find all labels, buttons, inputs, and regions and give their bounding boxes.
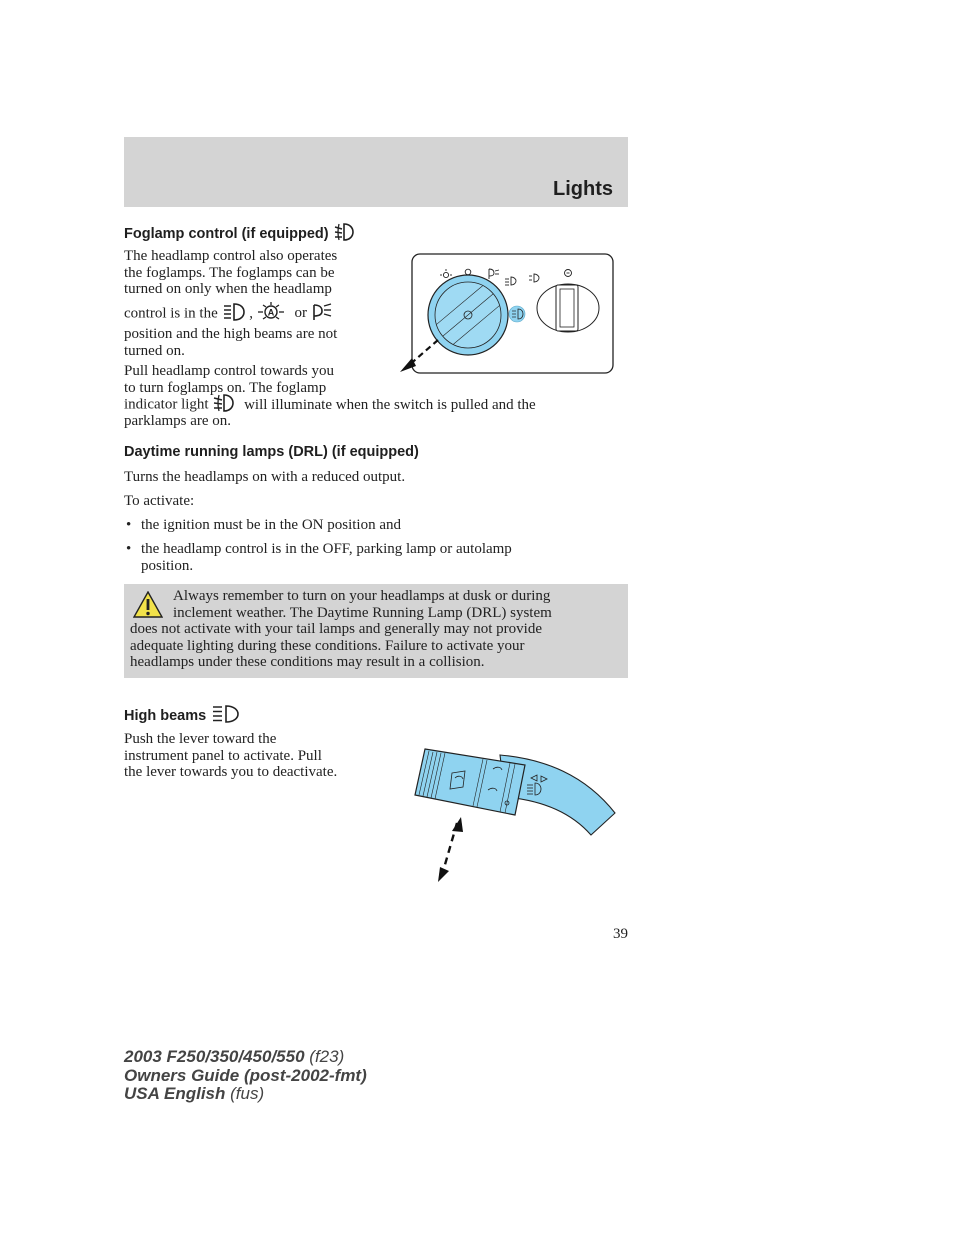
foglamp-line-4-text: control is in the bbox=[124, 305, 218, 322]
footer-line-1 bbox=[124, 1048, 367, 1067]
foglamp-line-3: turned on only when the headlamp bbox=[124, 281, 332, 297]
or-text: or bbox=[294, 305, 307, 322]
foglamp-paragraph bbox=[124, 248, 384, 396]
bullet-text: the ignition must be in the ON position and bbox=[141, 517, 401, 533]
headlamp-icon bbox=[222, 303, 246, 326]
svg-text:A: A bbox=[267, 307, 274, 317]
footer-language: USA English bbox=[124, 1084, 226, 1103]
foglamp-line-2: the foglamps. The foglamps can be bbox=[124, 264, 335, 281]
footer-line-2: Owners Guide (post-2002-fmt) bbox=[124, 1065, 367, 1085]
page-number: 39 bbox=[613, 926, 628, 942]
drl-heading: Daytime running lamps (DRL) (if equipped) bbox=[124, 444, 419, 460]
highbeams-heading bbox=[124, 704, 242, 728]
warning-line-2: inclement weather. The Daytime Running Lamp (DRL) system bbox=[173, 604, 552, 621]
warning-line-4: adequate lighting during these conditions. Failure to activate your bbox=[130, 637, 525, 654]
pull-line-4: parklamps are on. bbox=[124, 413, 232, 429]
highbeams-heading-text: High beams bbox=[124, 707, 207, 724]
highbeams-line-1: Push the lever toward the bbox=[124, 731, 277, 747]
warning-line-3: does not activate with your tail lamps and generally may not provide bbox=[130, 621, 542, 637]
foglamp-heading bbox=[124, 222, 355, 246]
warning-text bbox=[130, 588, 620, 671]
pull-line-3-text: indicator light bbox=[124, 396, 209, 413]
warning-line-5: headlamps under these conditions may result in a collision. bbox=[130, 654, 485, 670]
footer-line-3 bbox=[124, 1085, 367, 1104]
headlamp-switch-diagram bbox=[398, 252, 616, 374]
footer bbox=[124, 1048, 367, 1104]
footer-model: 2003 F250/350/450/550 bbox=[124, 1047, 305, 1066]
footer-model-code: (f23) bbox=[309, 1047, 345, 1066]
multifunction-lever-diagram bbox=[405, 745, 620, 887]
foglamp-line-6: turned on. bbox=[124, 342, 185, 359]
pull-line-3-rest: will illuminate when the switch is pulled and the bbox=[244, 396, 536, 413]
comma: , bbox=[249, 305, 253, 322]
parklamp-icon bbox=[311, 303, 333, 326]
foglamp-line-4 bbox=[124, 302, 384, 327]
highbeams-line-3: the lever towards you to deactivate. bbox=[124, 764, 338, 780]
foglamp-line-1: The headlamp control also operates bbox=[124, 248, 338, 264]
warning-box bbox=[124, 584, 628, 678]
pull-line-2: to turn foglamps on. The foglamp bbox=[124, 379, 327, 396]
pull-line-1: Pull headlamp control towards you bbox=[124, 363, 334, 379]
bullet-dot: • bbox=[126, 517, 132, 533]
drl-line-1: Turns the headlamps on with a reduced output. bbox=[124, 469, 406, 485]
header-band bbox=[124, 137, 628, 207]
highbeams-paragraph bbox=[124, 731, 384, 781]
page-title: Lights bbox=[553, 178, 613, 200]
autolamp-icon bbox=[257, 302, 285, 327]
drl-activate: To activate: bbox=[124, 493, 195, 509]
foglamp-heading-text: Foglamp control (if equipped) bbox=[124, 225, 329, 242]
list-item bbox=[124, 541, 594, 574]
footer-language-code: (fus) bbox=[230, 1084, 265, 1103]
warning-line-1: Always remember to turn on your headlamps at dusk or during bbox=[173, 588, 551, 604]
highbeams-line-2: instrument panel to activate. Pull bbox=[124, 747, 322, 764]
foglamp-line-5: position and the high beams are not bbox=[124, 326, 338, 342]
bullet-text-cont: position. bbox=[141, 557, 194, 574]
bullet-dot: • bbox=[126, 541, 132, 557]
high-beam-icon bbox=[210, 704, 242, 728]
bullet-text: the headlamp control is in the OFF, parking lamp or autolamp bbox=[141, 541, 512, 557]
foglamp-icon bbox=[333, 222, 355, 246]
